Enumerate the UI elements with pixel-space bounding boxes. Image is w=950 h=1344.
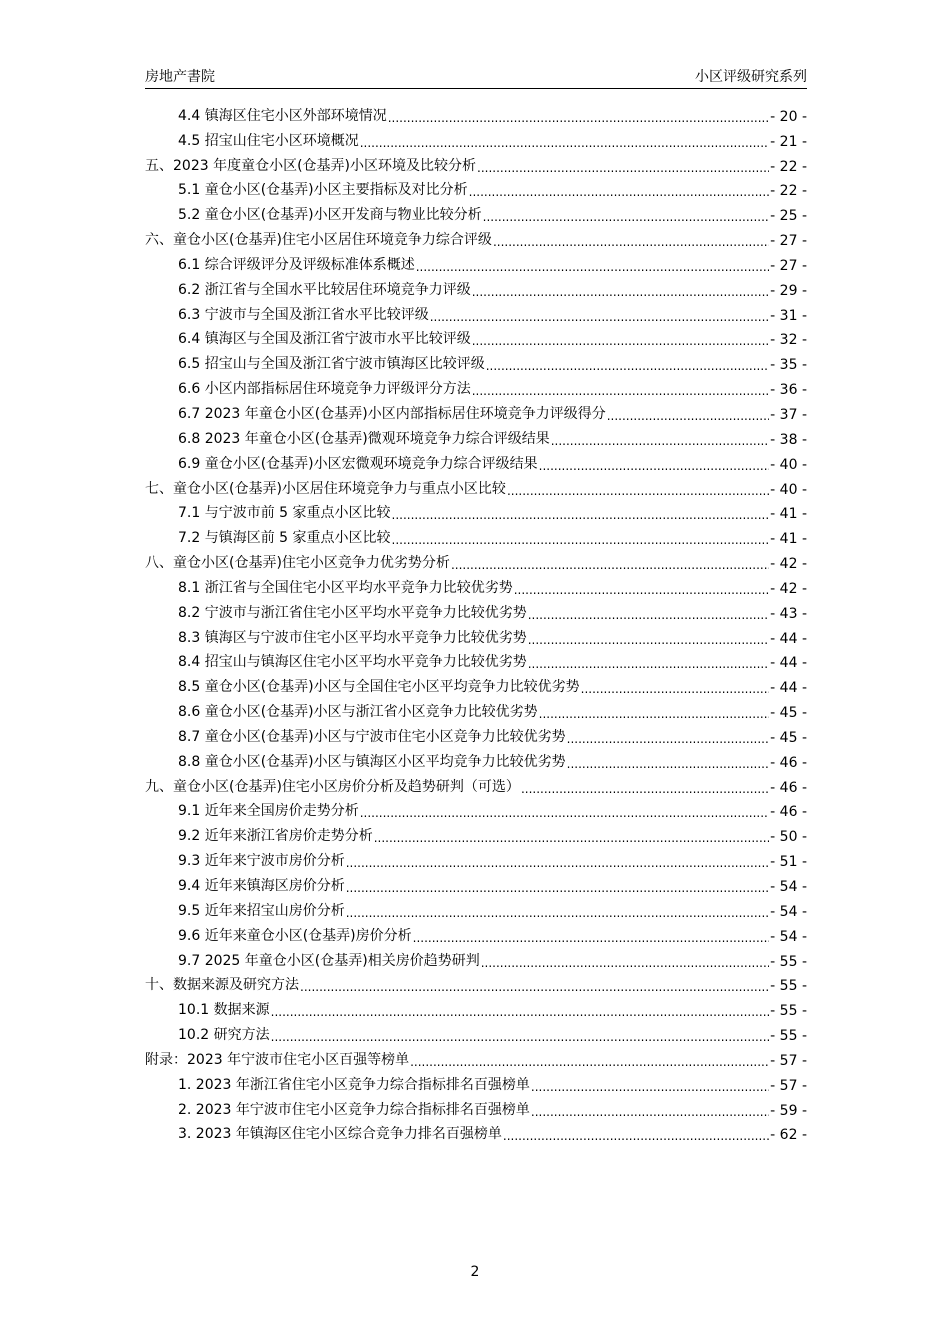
toc-entry[interactable] xyxy=(145,448,807,473)
toc-dot-leader xyxy=(472,384,769,398)
toc-dot-leader xyxy=(360,806,769,820)
toc-dot-leader xyxy=(410,1055,769,1069)
toc-entry-title: 六、童仓小区(仓基弄)住宅小区居住环境竞争力综合评级 xyxy=(145,232,492,249)
toc-dot-leader xyxy=(531,1105,769,1119)
toc-entry-title: 8.1 浙江省与全国住宅小区平均水平竞争力比较优劣势 xyxy=(178,579,513,596)
toc-dot-leader xyxy=(539,707,770,721)
toc-dot-leader xyxy=(360,136,769,150)
toc-entry-title: 10.1 数据来源 xyxy=(178,1002,270,1019)
toc-entry-title: 8.5 童仓小区(仓基弄)小区与全国住宅小区平均竞争力比较优劣势 xyxy=(178,679,580,696)
toc-dot-leader xyxy=(392,508,770,522)
toc-entry-title: 9.1 近年来全国房价走势分析 xyxy=(178,803,359,820)
toc-entry-title: 8.8 童仓小区(仓基弄)小区与镇海区小区平均竞争力比较优劣势 xyxy=(178,753,566,770)
toc-entry-title: 附录：2023 年宁波市住宅小区百强等榜单 xyxy=(145,1051,410,1068)
toc-entry-title: 4.4 镇海区住宅小区外部环境情况 xyxy=(178,107,387,124)
toc-entry[interactable] xyxy=(145,249,807,274)
toc-entry-page: - 46 - xyxy=(770,804,807,821)
toc-entry-title: 5.2 童仓小区(仓基弄)小区开发商与物业比较分析 xyxy=(178,207,482,224)
toc-entry-title: 9.2 近年来浙江省房价走势分析 xyxy=(178,828,373,845)
toc-entry-title: 6.9 童仓小区(仓基弄)小区宏微观环境竞争力综合评级结果 xyxy=(178,455,538,472)
toc-entry[interactable] xyxy=(145,199,807,224)
toc-entry[interactable] xyxy=(145,1019,807,1044)
toc-entry[interactable] xyxy=(145,175,807,200)
toc-entry-page: - 22 - xyxy=(770,158,807,175)
toc-entry[interactable] xyxy=(145,522,807,547)
toc-entry[interactable] xyxy=(145,125,807,150)
toc-entry-page: - 41 - xyxy=(770,531,807,548)
toc-entry[interactable] xyxy=(145,622,807,647)
toc-entry-title: 6.6 小区内部指标居住环境竞争力评级评分方法 xyxy=(178,381,471,398)
toc-entry-title: 五、2023 年度童仓小区(仓基弄)小区环境及比较分析 xyxy=(145,157,477,174)
toc-dot-leader xyxy=(469,185,770,199)
toc-entry-page: - 25 - xyxy=(770,208,807,225)
toc-entry-title: 9.3 近年来宁波市房价分析 xyxy=(178,853,345,870)
toc-entry-page: - 35 - xyxy=(770,357,807,374)
toc-entry-title: 6.4 镇海区与全国及浙江省宁波市水平比较评级 xyxy=(178,331,471,348)
toc-dot-leader xyxy=(472,285,769,299)
toc-dot-leader xyxy=(551,434,769,448)
toc-entry-page: - 27 - xyxy=(770,233,807,250)
toc-entry-page: - 32 - xyxy=(770,332,807,349)
header-right-text: 小区评级研究系列 xyxy=(695,69,807,85)
toc-entry-title: 8.3 镇海区与宁波市住宅小区平均水平竞争力比较优劣势 xyxy=(178,629,527,646)
toc-entry-page: - 51 - xyxy=(770,854,807,871)
toc-entry-page: - 20 - xyxy=(770,108,807,125)
toc-entry-page: - 54 - xyxy=(770,879,807,895)
toc-dot-leader xyxy=(430,310,769,324)
toc-entry[interactable] xyxy=(145,572,807,597)
toc-entry-page: - 55 - xyxy=(770,1028,807,1045)
toc-entry-title: 8.2 宁波市与浙江省住宅小区平均水平竞争力比较优劣势 xyxy=(178,604,527,621)
toc-entry-page: - 57 - xyxy=(770,1077,807,1094)
toc-dot-leader xyxy=(531,1080,769,1094)
toc-entry-page: - 55 - xyxy=(770,978,807,995)
toc-dot-leader xyxy=(346,856,769,870)
toc-entry[interactable] xyxy=(145,348,807,373)
toc-entry[interactable] xyxy=(145,746,807,771)
toc-dot-leader xyxy=(521,782,769,796)
toc-dot-leader xyxy=(271,1005,770,1019)
toc-entry-title: 8.7 童仓小区(仓基弄)小区与宁波市住宅小区竞争力比较优劣势 xyxy=(178,728,566,745)
toc-entry[interactable] xyxy=(145,100,807,125)
toc-entry-page: - 45 - xyxy=(770,729,807,746)
toc-entry-page: - 31 - xyxy=(770,307,807,324)
toc-entry[interactable] xyxy=(145,597,807,622)
toc-entry[interactable] xyxy=(145,423,807,448)
toc-dot-leader xyxy=(416,260,769,274)
toc-entry-title: 8.6 童仓小区(仓基弄)小区与浙江省小区竞争力比较优劣势 xyxy=(178,704,538,721)
toc-dot-leader xyxy=(539,459,770,473)
toc-entry[interactable] xyxy=(145,771,807,796)
toc-dot-leader xyxy=(346,881,769,895)
toc-entry[interactable] xyxy=(145,150,807,175)
toc-entry-page: - 54 - xyxy=(770,928,807,945)
toc-entry-page: - 27 - xyxy=(770,257,807,274)
toc-entry-page: - 41 - xyxy=(770,506,807,523)
toc-entry-page: - 44 - xyxy=(770,630,807,647)
toc-dot-leader xyxy=(413,931,770,945)
toc-entry[interactable] xyxy=(145,498,807,523)
toc-entry-title: 4.5 招宝山住宅小区环境概况 xyxy=(178,132,359,149)
toc-dot-leader xyxy=(507,484,769,498)
toc-dot-leader xyxy=(493,235,769,249)
toc-entry-title: 3. 2023 年镇海区住宅小区综合竞争力排名百强榜单 xyxy=(178,1126,502,1143)
toc-entry-page: - 44 - xyxy=(770,655,807,672)
toc-entry-page: - 42 - xyxy=(770,556,807,573)
toc-entry-page: - 40 - xyxy=(770,456,807,473)
toc-entry-title: 5.1 童仓小区(仓基弄)小区主要指标及对比分析 xyxy=(178,182,468,199)
toc-dot-leader xyxy=(567,757,770,771)
toc-dot-leader xyxy=(483,210,770,224)
page-header xyxy=(145,68,807,89)
toc-dot-leader xyxy=(567,732,770,746)
toc-entry-page: - 38 - xyxy=(770,431,807,448)
toc-entry-title: 6.7 2023 年童仓小区(仓基弄)小区内部指标居住环境竞争力评级得分 xyxy=(178,405,606,422)
toc-entry-title: 九、童仓小区(仓基弄)住宅小区房价分析及趋势研判（可选） xyxy=(145,778,520,795)
toc-entry[interactable] xyxy=(145,647,807,672)
toc-entry[interactable] xyxy=(145,373,807,398)
toc-entry[interactable] xyxy=(145,473,807,498)
toc-entry-title: 9.7 2025 年童仓小区(仓基弄)相关房价趋势研判 xyxy=(178,952,480,969)
toc-entry[interactable] xyxy=(145,970,807,995)
toc-dot-leader xyxy=(451,558,769,572)
toc-dot-leader xyxy=(581,682,770,696)
toc-entry[interactable] xyxy=(145,820,807,845)
toc-entry[interactable] xyxy=(145,224,807,249)
toc-entry-title: 6.3 宁波市与全国及浙江省水平比较评级 xyxy=(178,306,429,323)
toc-entry[interactable] xyxy=(145,1119,807,1144)
toc-entry-title: 8.4 招宝山与镇海区住宅小区平均水平竞争力比较优劣势 xyxy=(178,654,527,671)
toc-entry-title: 6.8 2023 年童仓小区(仓基弄)微观环境竞争力综合评级结果 xyxy=(178,430,550,447)
toc-dot-leader xyxy=(486,359,769,373)
toc-entry-page: - 46 - xyxy=(770,754,807,771)
toc-entry[interactable] xyxy=(145,1069,807,1094)
toc-entry-page: - 42 - xyxy=(770,580,807,597)
toc-entry-page: - 57 - xyxy=(770,1052,807,1069)
toc-dot-leader xyxy=(477,161,769,175)
toc-entry-title: 七、童仓小区(仓基弄)小区居住环境竞争力与重点小区比较 xyxy=(145,480,506,497)
toc-entry[interactable] xyxy=(145,398,807,423)
toc-entry-page: - 54 - xyxy=(770,903,807,920)
toc-dot-leader xyxy=(271,1030,770,1044)
toc-dot-leader xyxy=(346,906,769,920)
toc-entry-page: - 29 - xyxy=(770,282,807,299)
toc-entry-title: 6.5 招宝山与全国及浙江省宁波市镇海区比较评级 xyxy=(178,356,485,373)
toc-entry[interactable] xyxy=(145,895,807,920)
toc-entry-page: - 55 - xyxy=(770,1003,807,1020)
toc-entry-title: 9.6 近年来童仓小区(仓基弄)房价分析 xyxy=(178,927,412,944)
toc-dot-leader xyxy=(374,831,769,845)
toc-entry-title: 10.2 研究方法 xyxy=(178,1027,270,1044)
toc-dot-leader xyxy=(528,608,769,622)
toc-entry[interactable] xyxy=(145,1094,807,1119)
toc-entry-title: 6.2 浙江省与全国水平比较居住环境竞争力评级 xyxy=(178,281,471,298)
toc-entry-page: - 50 - xyxy=(770,829,807,846)
header-left-text: 房地产書院 xyxy=(145,69,215,85)
toc-dot-leader xyxy=(528,633,769,647)
toc-dot-leader xyxy=(300,980,769,994)
table-of-contents xyxy=(145,100,807,1143)
toc-entry-page: - 59 - xyxy=(770,1102,807,1119)
toc-dot-leader xyxy=(607,409,769,423)
toc-entry-page: - 36 - xyxy=(770,382,807,399)
page-number: 2 xyxy=(470,1264,480,1280)
toc-entry-page: - 21 - xyxy=(770,133,807,150)
toc-dot-leader xyxy=(388,111,769,125)
toc-entry-title: 7.2 与镇海区前 5 家重点小区比较 xyxy=(178,530,391,547)
toc-entry[interactable] xyxy=(145,547,807,572)
toc-entry[interactable] xyxy=(145,696,807,721)
toc-dot-leader xyxy=(392,533,770,547)
toc-dot-leader xyxy=(481,956,769,970)
toc-entry[interactable] xyxy=(145,299,807,324)
toc-entry-page: - 43 - xyxy=(770,605,807,622)
toc-entry-page: - 45 - xyxy=(770,705,807,722)
toc-entry[interactable] xyxy=(145,945,807,970)
toc-entry-page: - 22 - xyxy=(770,183,807,200)
toc-entry[interactable] xyxy=(145,324,807,349)
toc-entry-title: 6.1 综合评级评分及评级标准体系概述 xyxy=(178,256,415,273)
toc-entry[interactable] xyxy=(145,845,807,870)
toc-dot-leader xyxy=(528,657,769,671)
toc-entry-title: 1. 2023 年浙江省住宅小区竞争力综合指标排名百强榜单 xyxy=(178,1076,530,1093)
toc-entry[interactable] xyxy=(145,1044,807,1069)
toc-dot-leader xyxy=(472,334,769,348)
toc-entry[interactable] xyxy=(145,671,807,696)
toc-entry[interactable] xyxy=(145,274,807,299)
toc-entry-page: - 62 - xyxy=(770,1127,807,1144)
toc-entry-title: 十、数据来源及研究方法 xyxy=(145,977,299,994)
toc-dot-leader xyxy=(514,583,769,597)
toc-entry[interactable] xyxy=(145,994,807,1019)
toc-entry-title: 7.1 与宁波市前 5 家重点小区比较 xyxy=(178,505,391,522)
toc-entry-page: - 55 - xyxy=(770,953,807,970)
toc-entry-page: - 46 - xyxy=(770,779,807,796)
toc-entry-page: - 40 - xyxy=(770,481,807,498)
toc-entry[interactable] xyxy=(145,721,807,746)
toc-entry-title: 八、童仓小区(仓基弄)住宅小区竞争力优劣势分析 xyxy=(145,555,450,572)
toc-entry[interactable] xyxy=(145,920,807,945)
toc-dot-leader xyxy=(503,1129,769,1143)
toc-entry-title: 9.5 近年来招宝山房价分析 xyxy=(178,902,345,919)
toc-entry-title: 2. 2023 年宁波市住宅小区竞争力综合指标排名百强榜单 xyxy=(178,1101,530,1118)
toc-entry[interactable] xyxy=(145,796,807,821)
toc-entry-title: 9.4 近年来镇海区房价分析 xyxy=(178,878,345,894)
toc-entry-page: - 44 - xyxy=(770,680,807,697)
toc-entry-page: - 37 - xyxy=(770,406,807,423)
toc-entry[interactable] xyxy=(145,870,807,895)
